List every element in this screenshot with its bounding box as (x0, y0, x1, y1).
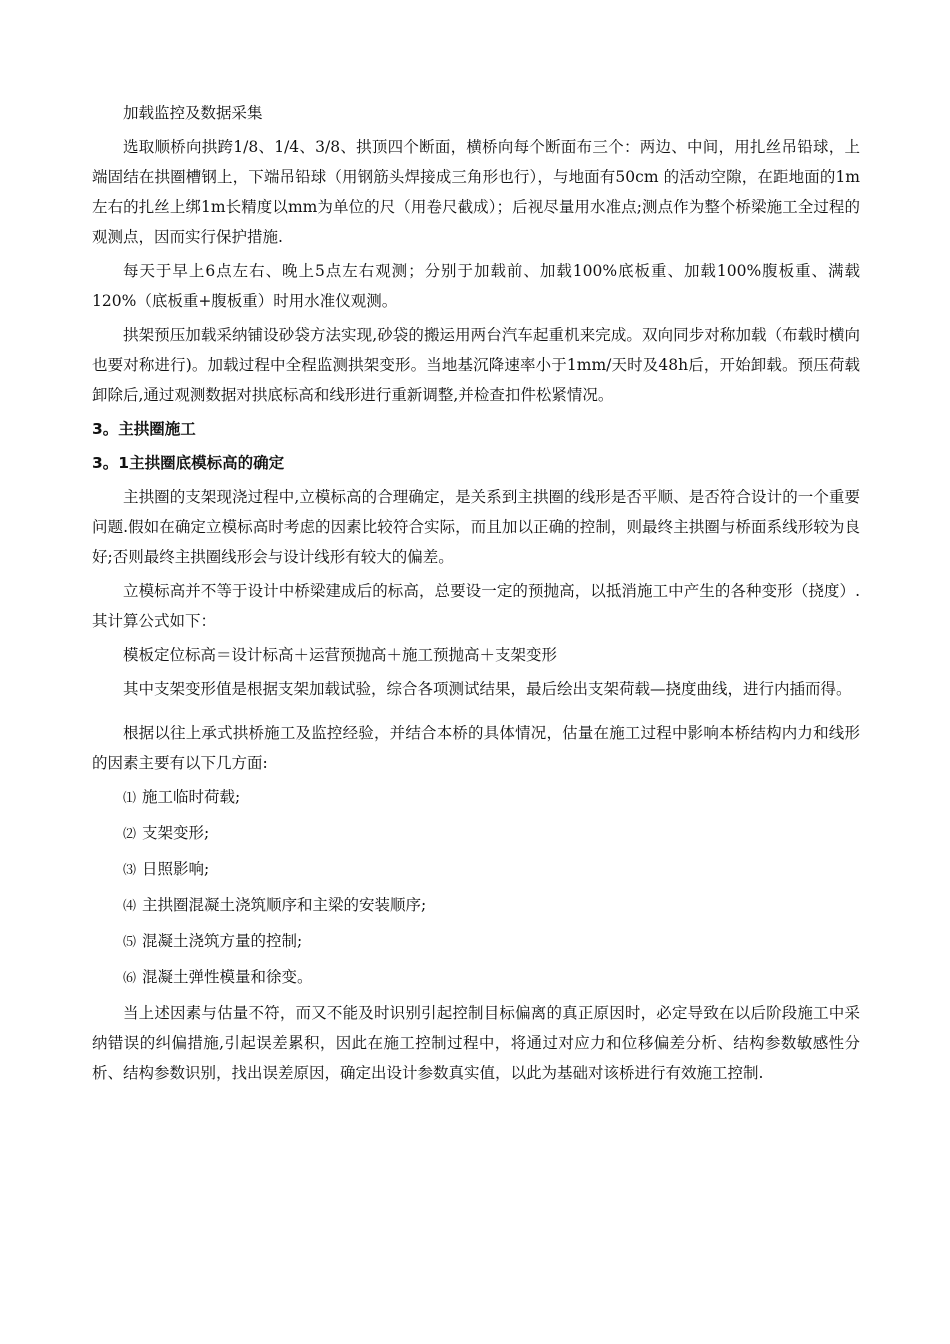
list-text: 混凝土弹性模量和徐变。 (142, 968, 313, 986)
formula-line: 模板定位标高＝设计标高＋运营预抛高＋施工预抛高＋支架变形 (123, 646, 558, 664)
list-item (92, 890, 860, 922)
list-number: ⑹ (123, 971, 137, 986)
list-item (92, 962, 860, 994)
paragraph-pre-camber: 立模标高并不等于设计中桥梁建成后的标高，总要设一定的预抛高，以抵消施工中产生的各种变形（挠度）.其计算公式如下： (92, 582, 860, 630)
paragraph-support-deformation: 其中支架变形值是根据支架加载试验，综合各项测试结果，最后绘出支架荷载—挠度曲线，进行内插而得。 (123, 680, 852, 698)
list-item (92, 818, 860, 850)
list-text: 施工临时荷载; (142, 788, 241, 806)
document-page (92, 98, 860, 1092)
spacer (92, 708, 860, 718)
heading-formwork-elevation: 3。1主拱圈底模标高的确定 (92, 454, 285, 472)
paragraph-observation-schedule: 每天于早上6点左右、晚上5点左右观测；分别于加载前、加载100%底板重、加载100%腹板重、满载120%（底板重+腹板重）时用水准仪观测。 (92, 262, 860, 310)
list-number: ⑸ (123, 935, 137, 950)
list-number: ⑴ (123, 791, 137, 806)
list-item (92, 926, 860, 958)
list-text: 支架变形; (142, 824, 210, 842)
paragraph-influencing-factors: 根据以往上承式拱桥施工及监控经验，并结合本桥的具体情况，估量在施工过程中影响本桥结构内力和线形的因素主要有以下几方面: (92, 724, 860, 772)
list-text: 主拱圈混凝土浇筑顺序和主梁的安装顺序; (142, 896, 427, 914)
heading-main-arch-construction: 3。主拱圈施工 (92, 420, 196, 438)
paragraph-formwork-importance: 主拱圈的支架现浇过程中,立模标高的合理确定，是关系到主拱圈的线形是否平顺、是否符合设计的一个重要问题.假如在确定立模标高时考虑的因素比较符合实际，而且加以正确的控制，则最终主拱圈与桥面系线形较为良好;否则最终主拱圈线形会与设计线形有较大的偏差。 (92, 488, 860, 566)
paragraph-error-control: 当上述因素与估量不符，而又不能及时识别引起控制目标偏离的真正原因时，必定导致在以后阶段施工中采纳错误的纠偏措施,引起误差累积，因此在施工控制过程中，将通过对应力和位移偏差分析、结构参数敏感性分析、结构参数识别，找出误差原因，确定出设计参数真实值，以此为基础对该桥进行有效施工控制. (92, 1004, 860, 1082)
list-text: 混凝土浇筑方量的控制; (142, 932, 303, 950)
list-number: ⑶ (123, 863, 137, 878)
list-number: ⑵ (123, 827, 137, 842)
section-title-loading-monitoring: 加载监控及数据采集 (123, 104, 263, 122)
paragraph-measurement-points: 选取顺桥向拱跨1/8、1/4、3/8、拱顶四个断面，横桥向每个断面布三个：两边、中间，用扎丝吊铅球，上端固结在拱圈槽钢上，下端吊铅球（用钢筋头焊接成三角形也行），与地面有50cm 的活动空隙，在距地面的1m左右的扎丝上绑1m长精度以mm为单位的尺（用卷尺截成）；后视尽量用水准点;测点作为整个桥梁施工全过程的观测点，因而实行保护措施. (92, 138, 860, 246)
list-item (92, 782, 860, 814)
list-text: 日照影响; (142, 860, 210, 878)
list-number: ⑷ (123, 899, 137, 914)
list-item (92, 854, 860, 886)
paragraph-preload-sandbags: 拱架预压加载采纳铺设砂袋方法实现,砂袋的搬运用两台汽车起重机来完成。双向同步对称加载（布载时横向也要对称进行)。加载过程中全程监测拱架变形。当地基沉降速率小于1mm/天时及48h后，开始卸载。预压荷载卸除后,通过观测数据对拱底标高和线形进行重新调整,并检查扣件松紧情况。 (92, 326, 860, 404)
